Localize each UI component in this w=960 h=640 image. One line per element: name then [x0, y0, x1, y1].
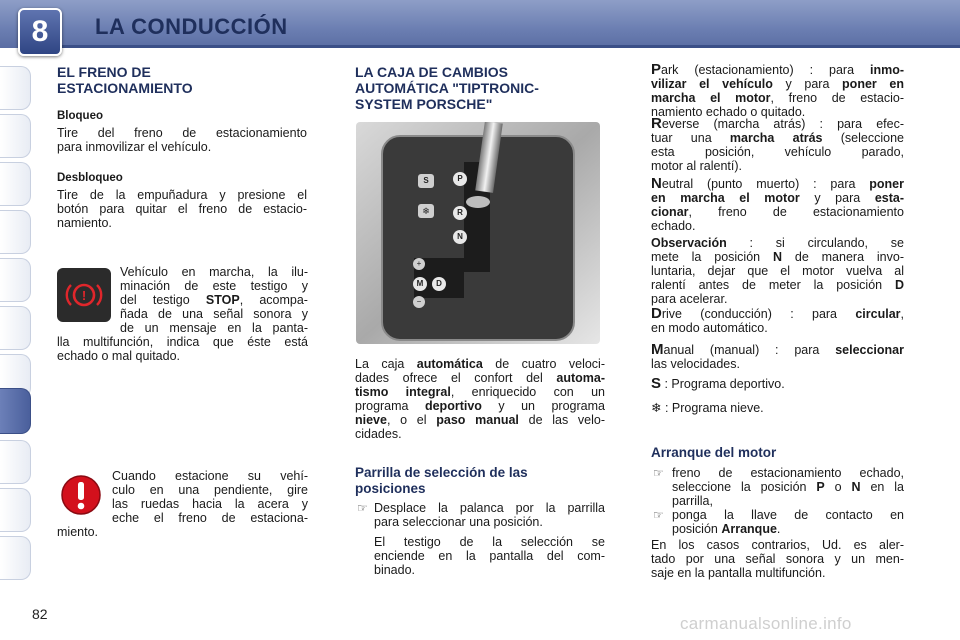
side-tab-1[interactable]: [0, 66, 31, 110]
text-slope-parking: Cuando estacione su vehí- culo en una pendiente, gire las ruedas hacia la acera y eche el freno de estaciona-: [112, 469, 308, 525]
text-sport: S : Programa deportivo.: [651, 375, 785, 392]
side-tab-9[interactable]: [0, 440, 31, 484]
header-divider: [60, 45, 960, 48]
text-park: Park (estacionamiento) : para inmo- vilizar el vehículo y para poner en marcha el motor, freno de estacio- namiento echado o quitado.: [651, 61, 904, 119]
text-gearbox-intro: La caja automática de cuatro veloci- dades ofrece el confort del automa- tismo integral, enriquecido con un programa deportivo y un programa nieve, o el paso manual de las velo- cidades.: [355, 357, 605, 441]
text-observation: Observación : si circulando, se mete la posición N de manera invo- luntaria, dejar que el motor vuelva al ralentí antes de meter la posición D para acelerar.: [651, 236, 904, 306]
text-neutral: Neutral (punto muerto) : para poner en marcha el motor y para esta- cionar, freno de estacionamiento echado.: [651, 175, 904, 233]
text-start-bullet-2: ponga la llave de contacto en posición Arranque.: [672, 508, 904, 536]
gear-label-p: P: [453, 172, 467, 186]
side-tab-4[interactable]: [0, 210, 31, 254]
gear-label-n: N: [453, 230, 467, 244]
text-brake-warning-cont: lla multifunción, indica que éste está echado o mal quitado.: [57, 335, 308, 363]
svg-text:!: !: [81, 288, 87, 303]
pointer-bullet-icon: ☞: [653, 466, 664, 480]
gear-label-d: D: [432, 277, 446, 291]
snowflake-icon: ❄: [651, 401, 662, 415]
parking-brake-warning-icon: [57, 268, 111, 322]
text-selection-grid: Desplace la palanca por la parrilla para seleccionar una posición. El testigo de la selección se enciende en la pantalla del com- binado.: [374, 501, 605, 577]
side-tab-2[interactable]: [0, 114, 31, 158]
heading-desbloqueo: Desbloqueo: [57, 172, 123, 184]
section-title-parking-brake: EL FRENO DE ESTACIONAMIENTO: [57, 64, 193, 96]
text-manual: Manual (manual) : para seleccionar las velocidades.: [651, 341, 904, 371]
pointer-bullet-icon: ☞: [357, 501, 368, 515]
page-number: 82: [32, 606, 48, 622]
text-start-warning: En los casos contrarios, Ud. es aler- tado por una señal sonora y un men- saje en la pantalla multifunción.: [651, 538, 904, 580]
text-drive: Drive (conducción) : para circular, en modo automático.: [651, 305, 904, 335]
text-start-bullet-1: freno de estacionamiento echado, seleccione la posición P o N en la parrilla,: [672, 466, 904, 508]
text-brake-warning: Vehículo en marcha, la ilu- minación de este testigo y del testigo STOP, acompa- ñada de una señal sonora y de un mensaje en la panta-: [120, 265, 308, 335]
chapter-title: LA CONDUCCIÓN: [95, 14, 288, 39]
gear-label-r: R: [453, 206, 467, 220]
heading-selection-grid: Parrilla de selección de las posiciones: [355, 465, 528, 496]
text-bloqueo: Tire del freno de estacionamiento para inmovilizar el vehículo.: [57, 126, 307, 154]
chapter-number-badge: 8: [18, 8, 62, 56]
side-tab-11[interactable]: [0, 536, 31, 580]
text-reverse: Reverse (marcha atrás) : para efec- tuar una marcha atrás (seleccione esta posición, vehículo parado, motor al ralentí).: [651, 115, 904, 173]
heading-bloqueo: Bloqueo: [57, 110, 103, 122]
side-tab-5[interactable]: [0, 258, 31, 302]
text-desbloqueo: Tire de la empuñadura y presione el botón para quitar el freno de estacio- namiento.: [57, 188, 307, 230]
section-title-gearbox: LA CAJA DE CAMBIOS AUTOMÁTICA "TIPTRONIC- SYSTEM PORSCHE": [355, 64, 539, 112]
text-slope-parking-cont: miento.: [57, 525, 98, 539]
exclamation-warning-icon: [60, 474, 102, 516]
side-tab-6[interactable]: [0, 306, 31, 350]
side-tab-10[interactable]: [0, 488, 31, 532]
gear-selector-photo: [356, 122, 600, 344]
side-tab-3[interactable]: [0, 162, 31, 206]
gear-label-snow: ❄: [418, 204, 434, 218]
gear-label-minus: −: [413, 296, 425, 308]
gear-label-plus: +: [413, 258, 425, 270]
text-snow: ❄ : Programa nieve.: [651, 401, 764, 415]
pointer-bullet-icon: ☞: [653, 508, 664, 522]
site-watermark: carmanualsonline.info: [680, 614, 852, 633]
side-tab-8-active[interactable]: [0, 388, 31, 434]
gear-label-s: S: [418, 174, 434, 188]
gear-label-m: M: [413, 277, 427, 291]
heading-engine-start: Arranque del motor: [651, 445, 777, 460]
